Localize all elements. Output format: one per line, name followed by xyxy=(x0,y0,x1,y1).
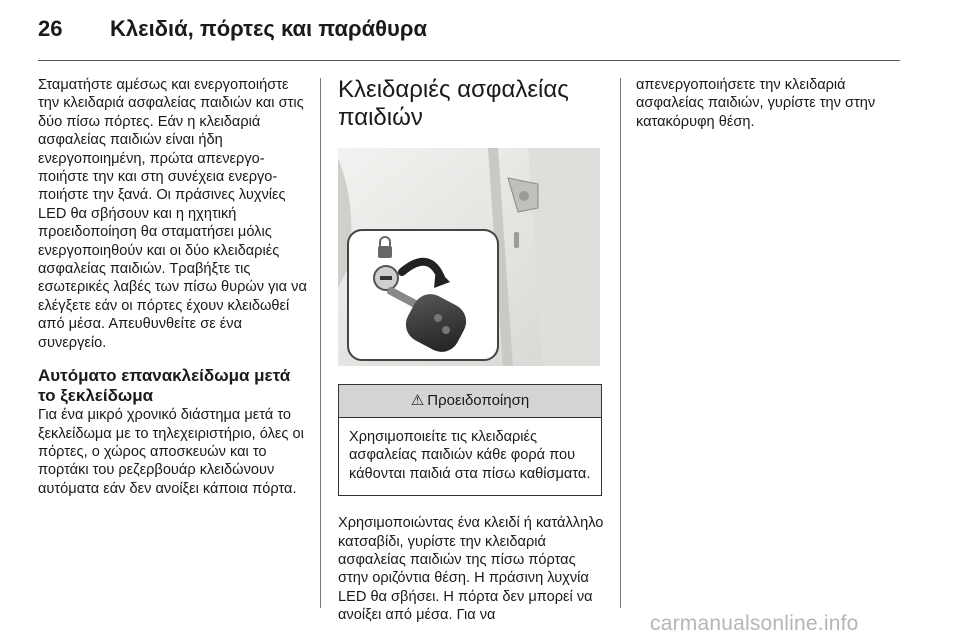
column-1 xyxy=(38,76,310,498)
warning-box xyxy=(338,384,602,496)
warning-title: Προειδοποίηση xyxy=(427,391,530,409)
column-3 xyxy=(636,76,906,131)
child-lock-illustration xyxy=(338,148,600,366)
body-paragraph-1: Σταματήστε αμέσως και ενεργοποιήστε την κλειδαριά ασφαλείας παιδιών και στις δύο πίσω πόρτες. Εάν η κλειδαριά ασφαλείας παιδιών είναι ήδη ενεργοποιημένη, πρώτα απενεργοποιήστε την και στη συνέχεια ενεργοποιήστε την ξανά. Οι πράσινες λυχνίες LED θα σβήσουν και η ηχητική προειδοποίηση θα σταματήσει μόλις ενεργοποιηθούν και οι δύο κλειδαριές ασφαλείας παιδιών. Τραβήξτε τις εσωτερικές λαβές των πίσω θυρών για να ελέγξετε εάν οι πόρτες έχουν κλειδωθεί από μέσα. Απευθυνθείτε σε ένα συνεργείο. xyxy=(38,77,307,351)
body-paragraph-4: απενεργοποιήσετε την κλειδαριά ασφαλείας παιδιών, γυρίστε την στην κατακόρυφη θέση. xyxy=(636,77,876,130)
watermark: carmanualsonline.info xyxy=(650,612,859,635)
running-title: Κλειδιά, πόρτες και παράθυρα xyxy=(110,16,427,41)
section-title: Κλειδαριές ασφαλείας παιδιών xyxy=(338,76,569,131)
warning-text: Χρησιμοποιείτε τις κλειδαριές ασφαλείας παιδιών κάθε φορά που κάθονται παιδιά στα πίσω καθίσματα. xyxy=(349,429,591,482)
column-2 xyxy=(338,76,608,625)
body-paragraph-2: Για ένα μικρό χρονικό διάστημα μετά το ξεκλείδωμα με το τηλεχειριστήριο, όλες οι πόρτες, ο χώρος αποσκευών και το πορτάκι του ρεζερβουάρ κλειδώνουν αυτόματα εάν δεν ανοίξει κάποια πόρτα. xyxy=(38,407,304,497)
body-paragraph-3: Χρησιμοποιώντας ένα κλειδί ή κατάλληλο κατσαβίδι, γυρίστε την κλειδαριά ασφαλείας παιδιών της πίσω πόρτας στην οριζόντια θέση. Η πράσινη λυχνία LED θα σβήσει. Η πόρτα δεν μπορεί να ανοίξει από μέσα. Για να xyxy=(338,515,604,624)
column-divider-1 xyxy=(320,78,321,608)
warning-header xyxy=(339,385,601,418)
header-rule xyxy=(38,60,900,61)
page-number: 26 xyxy=(38,16,63,41)
page-header xyxy=(0,0,960,62)
column-divider-2 xyxy=(620,78,621,608)
subheading-auto-relock: Αυτόματο επανακλείδωμα μετά το ξεκλείδωμα xyxy=(38,366,291,406)
child-lock-drawing xyxy=(338,148,600,366)
warning-triangle-icon: ⚠ xyxy=(410,391,425,409)
